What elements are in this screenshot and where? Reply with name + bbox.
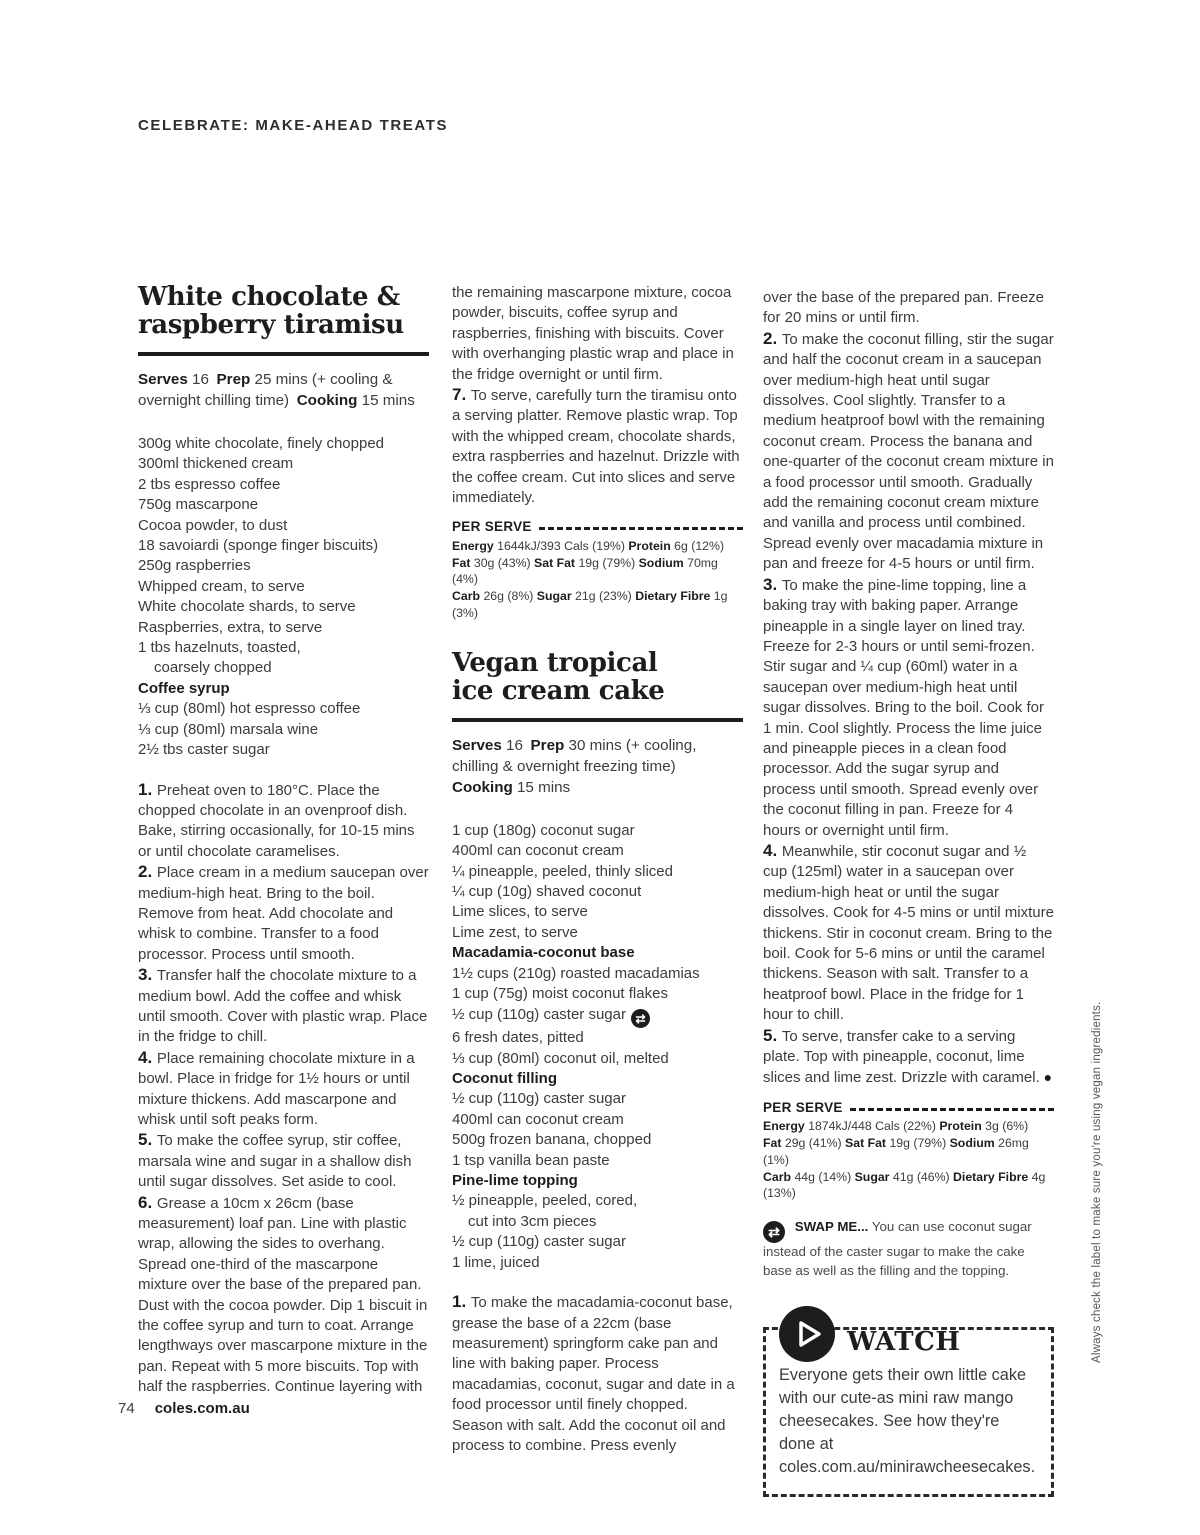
- ingredient-group-heading: Pine-lime topping: [452, 1172, 578, 1190]
- page-footer: [118, 1400, 250, 1417]
- step-number: 7.: [452, 385, 471, 405]
- ingredient-item: 18 savoiardi (sponge finger biscuits): [138, 537, 379, 555]
- column-middle: [452, 283, 743, 1456]
- ingredient-item: 2 tbs espresso coffee: [138, 475, 281, 493]
- nutrient-name: Sat Fat: [845, 1136, 887, 1151]
- step-number: 1.: [452, 1292, 471, 1312]
- step-number: 5.: [763, 1025, 782, 1045]
- step-number: 6.: [138, 1192, 157, 1212]
- step-number: 4.: [763, 840, 782, 860]
- ingredient-item: Raspberries, extra, to serve: [138, 618, 323, 636]
- ingredient-item: ½ pineapple, peeled, cored,: [452, 1192, 638, 1210]
- ingredient-item: 300g white chocolate, finely chopped: [138, 435, 385, 452]
- ingredient-group-heading: Coconut filling: [452, 1070, 557, 1088]
- recipe1-steps-1-6: [138, 780, 429, 1398]
- step-number: 3.: [138, 965, 157, 985]
- recipe1-ingredients: [138, 434, 429, 761]
- ingredient-item: ¼ pineapple, peeled, thinly sliced: [452, 862, 673, 880]
- ingredient-item: 1 cup (75g) moist coconut flakes: [452, 985, 668, 1003]
- end-of-recipe-dot: ●: [1039, 1069, 1053, 1086]
- ingredient-item: ½ cup (110g) caster sugar: [452, 1233, 626, 1251]
- recipe2-title-line2: ice cream cake: [452, 675, 665, 706]
- recipe-step: 4. Meanwhile, stir coconut sugar and ½ cup (125ml) water in a saucepan over medium-high heat or until the sugar dissolves. Cook for 4-5 mins or until mixture thickens. Stir in coconut cream. Bring to the boil. Cook for 5-6 mins or until the caramel thickens. Season with salt. Transfer to a heatproof bowl. Place in the fridge for 1 hour to chill.: [763, 840, 1054, 1024]
- nutrient-name: Carb: [452, 589, 481, 604]
- meta-label: Prep: [216, 371, 251, 388]
- per-serve-line: Energy 1644kJ/393 Cals (19%) Protein 6g (12%): [452, 538, 725, 553]
- nutrient-name: Fat: [452, 555, 471, 570]
- recipe-step: 1. Preheat oven to 180°C. Place the chopped chocolate in an ovenproof dish. Bake, stirring occasionally, for 10-15 mins or until chocolate caramelises.: [138, 779, 415, 860]
- swap-note: [763, 1218, 1054, 1280]
- ingredient-item: ½ cup (110g) caster sugar ⇄: [452, 1005, 743, 1029]
- recipe2-title-line1: Vegan tropical: [452, 647, 658, 678]
- swap-note-label: SWAP ME...: [794, 1219, 869, 1235]
- ingredient-item: coarsely chopped: [154, 659, 272, 677]
- step-number: 5.: [138, 1130, 157, 1150]
- recipe-step: 2. To make the coconut filling, stir the sugar and half the coconut cream in a saucepan over medium-high heat until sugar dissolves. Cool slightly. Transfer to a medium heatproof bowl with the remaining coconut cream. Process the banana and one-quarter of the coconut cream mixture in a food processor until smooth. Gradually add the remaining coconut cream mixture and vanilla and process until combined. Spread evenly over macadamia mixture in pan and freeze for 4-5 hours or until firm.: [763, 328, 1054, 573]
- ingredient-item: 750g mascarpone: [138, 496, 259, 514]
- recipe2-per-serve: [763, 1098, 1054, 1202]
- ingredient-item: ¼ cup (10g) shaved coconut: [452, 883, 642, 901]
- recipe1-per-serve: [452, 517, 743, 621]
- recipe-step: 4. Place remaining chocolate mixture in a bowl. Place in fridge for 1½ hours or until mixture thickens. Add mascarpone and whisk until soft peaks form.: [138, 1047, 415, 1128]
- recipe-step: 1. To make the macadamia-coconut base, grease the base of a 22cm (base measurement) springform cake pan and line with baking paper. Process macadamias, coconut, sugar and date in a food processor until finely chopped. Season with salt. Add the coconut oil and process to combine. Press evenly: [452, 1292, 735, 1454]
- nutrient-name: Fat: [763, 1136, 782, 1151]
- watch-title: WATCH: [847, 1326, 961, 1357]
- recipe-step: 2. Place cream in a medium saucepan over medium-high heat. Bring to the boil. Remove from heat. Add chocolate and whisk to combine. Transfer to a food processor. Process until smooth.: [138, 862, 429, 963]
- per-serve-dashes: [539, 527, 743, 530]
- ingredient-item: 1 lime, juiced: [452, 1253, 540, 1271]
- swap-icon: ⇄: [631, 1009, 650, 1028]
- ingredient-group-heading: Coffee syrup: [138, 679, 230, 697]
- step-number: 4.: [138, 1047, 157, 1067]
- page-kicker: CELEBRATE: MAKE-AHEAD TREATS: [138, 117, 449, 134]
- page-number: 74: [118, 1400, 135, 1417]
- nutrient-name: Protein: [939, 1119, 982, 1134]
- per-serve-dashes: [850, 1108, 1054, 1111]
- nutrient-name: Sugar: [854, 1169, 890, 1184]
- ingredient-group-heading: Macadamia-coconut base: [452, 944, 635, 962]
- watch-text: Everyone gets their own little cake with our cute-as mini raw mango cheesecakes. See how they're done at coles.com.au/minirawcheesecakes.: [779, 1365, 1036, 1476]
- spacer: [452, 622, 743, 649]
- ingredient-item: ½ cup (110g) caster sugar: [452, 1090, 626, 1108]
- title-rule: [138, 352, 429, 356]
- nutrient-name: Sat Fat: [534, 555, 576, 570]
- ingredient-item: 1 tbs hazelnuts, toasted,: [138, 639, 301, 657]
- meta-label: Cooking: [296, 392, 358, 409]
- swap-icon: ⇄: [763, 1221, 785, 1243]
- recipe-step: 6. Grease a 10cm x 26cm (base measurement) loaf pan. Line with plastic wrap, allowing the sides to overhang. Spread one-third of the mascarpone mixture over the base of the prepared pan. Dust with the cocoa powder. Dip 1 biscuit in the coffee syrup and turn to coat. Arrange lengthways over mascarpone mixture in the pan. Repeat with 5 more biscuits. Top with half the raspberries. Continue layering with: [138, 1192, 428, 1396]
- ingredient-item: Lime zest, to serve: [452, 923, 578, 941]
- ingredient-item: cut into 3cm pieces: [468, 1212, 597, 1230]
- meta-label: Prep: [530, 736, 565, 754]
- recipe1-meta: Serves 16 Prep 25 mins (+ cooling & overnight chilling time) Cooking 15 mins: [138, 371, 415, 409]
- step-number: 3.: [763, 574, 782, 594]
- nutrient-name: Sodium: [949, 1136, 995, 1151]
- ingredient-item: ⅓ cup (80ml) coconut oil, melted: [452, 1049, 669, 1067]
- nutrient-name: Sugar: [536, 589, 572, 604]
- recipe-step: 3. Transfer half the chocolate mixture to a medium bowl. Add the coffee and whisk until smooth. Cover with plastic wrap. Place in the fridge to chill.: [138, 965, 428, 1046]
- per-serve-label: PER SERVE: [763, 1099, 843, 1115]
- nutrient-name: Protein: [628, 538, 671, 553]
- ingredient-item: Cocoa powder, to dust: [138, 516, 288, 534]
- per-serve-line: Carb 44g (14%) Sugar 41g (46%) Dietary Fibre 4g (13%): [763, 1169, 1046, 1201]
- recipe1-step6-continuation: the remaining mascarpone mixture, cocoa powder, biscuits, coffee syrup and raspberries, finishing with biscuits. Cover with overhanging plastic wrap and place in the fridge overnight or until firm.: [452, 284, 734, 383]
- per-serve-header: [763, 1098, 1054, 1118]
- ingredient-item: 1½ cups (210g) roasted macadamias: [452, 964, 700, 982]
- ingredient-item: 400ml can coconut cream: [452, 842, 624, 860]
- recipe-step: 5. To make the coffee syrup, stir coffee, marsala wine and sugar in a shallow dish until sugar dissolves. Set aside to cool.: [138, 1130, 412, 1191]
- ingredient-item: White chocolate shards, to serve: [138, 598, 356, 616]
- ingredient-item: 1 cup (180g) coconut sugar: [452, 821, 635, 839]
- per-serve-line: Fat 29g (41%) Sat Fat 19g (79%) Sodium 26mg (1%): [763, 1136, 1029, 1167]
- ingredient-item: ⅓ cup (80ml) marsala wine: [138, 720, 319, 738]
- play-icon: [779, 1306, 835, 1362]
- ingredient-item: 6 fresh dates, pitted: [452, 1029, 584, 1047]
- watch-header: [779, 1306, 1038, 1362]
- recipe-step: 5. To serve, transfer cake to a serving plate. Top with pineapple, coconut, lime slices and lime zest. Drizzle with caramel. ●: [763, 1025, 1053, 1087]
- recipe1-title-line1: White chocolate &: [138, 282, 400, 312]
- recipe2-steps-2-5: [763, 329, 1054, 1089]
- per-serve-header: [452, 517, 743, 537]
- nutrient-name: Dietary Fibre: [635, 589, 711, 604]
- recipe-step: 3. To make the pine-lime topping, line a baking tray with baking paper. Arrange pineapple in a single layer on lined tray. Freeze for 2-3 hours or until semi-frozen. Stir sugar and ¼ cup (60ml) water in a saucepan over medium-high heat until sugar dissolves. Bring to the boil. Cook for 1 min. Cool slightly. Process the lime juice and pineapple pieces in a clean food processor. Add the sugar syrup and process until smooth. Spread evenly over the coconut filling in pan. Freeze for 4 hours or overnight until firm.: [763, 574, 1044, 839]
- per-serve-line: Carb 26g (8%) Sugar 21g (23%) Dietary Fibre 1g (3%): [452, 589, 728, 621]
- recipe2-meta: Serves 16 Prep 30 mins (+ cooling, chilling & overnight freezing time) Cooking 15 mins: [452, 736, 697, 796]
- recipe2-step1-continuation: over the base of the prepared pan. Freeze for 20 mins or until firm.: [763, 289, 1045, 327]
- per-serve-label: PER SERVE: [452, 519, 532, 535]
- recipe-step: 7. To serve, carefully turn the tiramisu onto a serving platter. Remove plastic wrap. Top with the whipped cream, chocolate shards, extra raspberries and hazelnut. Drizzle with the coffee cream. Cut into slices and serve immediately.: [452, 385, 740, 507]
- ingredient-item: 250g raspberries: [138, 557, 251, 575]
- recipe1-step-7: [452, 385, 743, 508]
- nutrient-name: Energy: [452, 538, 494, 553]
- nutrient-name: Carb: [763, 1169, 792, 1184]
- ingredient-item: 1 tsp vanilla bean paste: [452, 1151, 610, 1169]
- ingredient-item: Lime slices, to serve: [452, 903, 588, 921]
- step-number: 1.: [138, 779, 157, 799]
- meta-label: Cooking: [452, 778, 513, 796]
- column-right: [763, 283, 1054, 1497]
- step-number: 2.: [138, 862, 157, 882]
- ingredient-item: 2½ tbs caster sugar: [138, 741, 270, 759]
- recipe1-title-line2: raspberry tiramisu: [138, 310, 404, 340]
- ingredient-item: 500g frozen banana, chopped: [452, 1131, 652, 1149]
- meta-label: Serves: [452, 736, 502, 754]
- ingredient-item: 400ml can coconut cream: [452, 1110, 624, 1128]
- vertical-margin-note: Always check the label to make sure you're using vegan ingredients.: [1091, 1001, 1103, 1363]
- ingredient-item: Whipped cream, to serve: [138, 577, 305, 595]
- column-left: [138, 283, 429, 1398]
- recipe2-step-1: [452, 1292, 743, 1456]
- ingredient-item: 300ml thickened cream: [138, 455, 294, 473]
- nutrient-name: Sodium: [638, 555, 684, 570]
- watch-box: [763, 1327, 1054, 1497]
- recipe2-title: [452, 649, 743, 705]
- step-number: 2.: [763, 328, 782, 348]
- site-url: coles.com.au: [154, 1400, 250, 1417]
- recipe1-title: [138, 283, 429, 339]
- per-serve-line: Energy 1874kJ/448 Cals (22%) Protein 3g (6%): [763, 1119, 1029, 1134]
- swap-note-text: You can use coconut sugar instead of the caster sugar to make the cake base as well as the filling and the topping.: [763, 1219, 1032, 1278]
- recipe2-ingredients: [452, 821, 743, 1273]
- per-serve-line: Fat 30g (43%) Sat Fat 19g (79%) Sodium 70mg (4%): [452, 555, 718, 587]
- title-rule: [452, 718, 743, 722]
- meta-label: Serves: [138, 371, 188, 388]
- nutrient-name: Energy: [763, 1119, 805, 1134]
- nutrient-name: Dietary Fibre: [953, 1169, 1029, 1184]
- ingredient-item: ⅓ cup (80ml) hot espresso coffee: [138, 700, 361, 718]
